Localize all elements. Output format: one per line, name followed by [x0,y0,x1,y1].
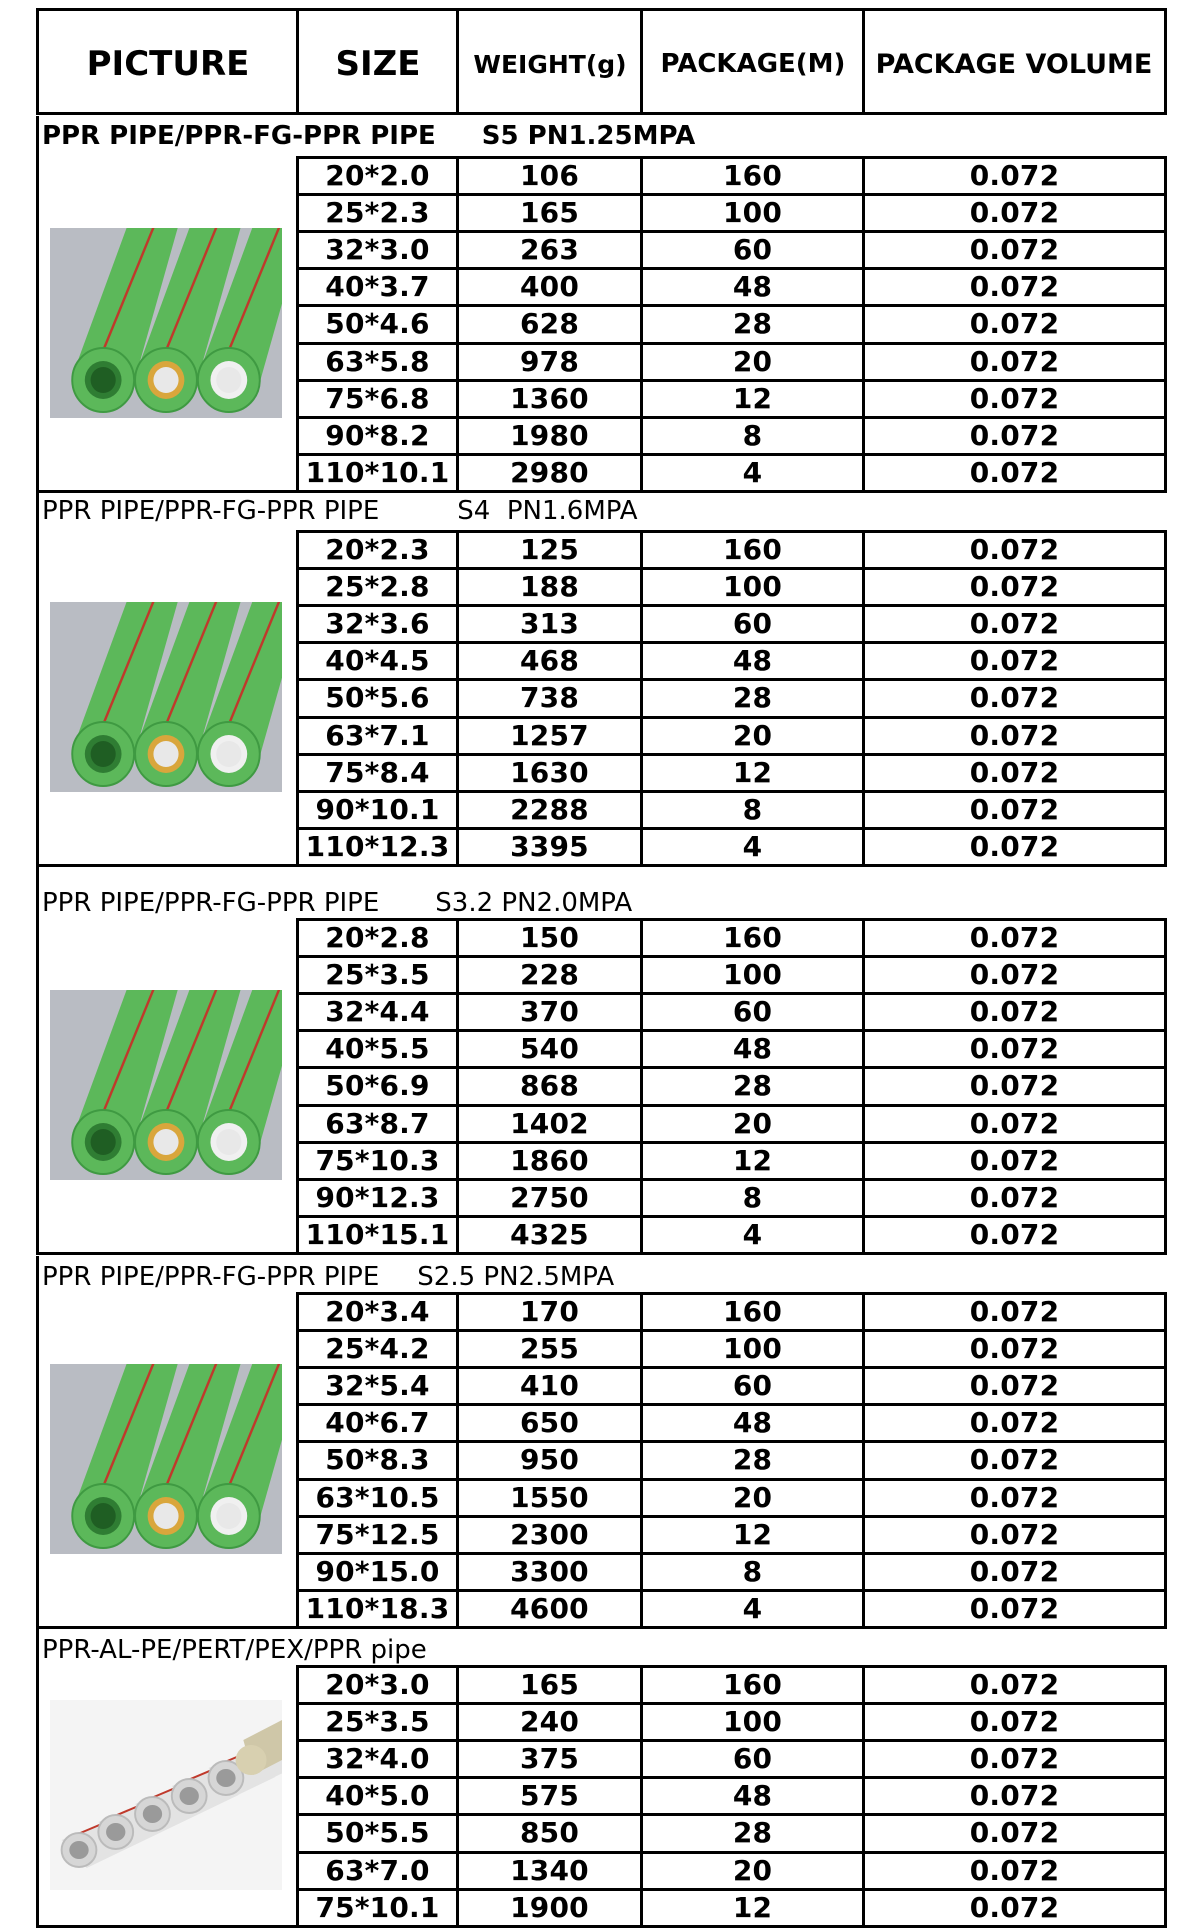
weight-cell: 2300 [510,1517,589,1551]
package-volume-cell: 0.072 [969,1779,1060,1813]
package-volume-cell: 0.072 [969,958,1060,992]
table-border-right [1164,530,1167,866]
table-border-left [36,1256,39,1628]
size-cell: 110*12.3 [305,829,450,863]
package-volume-cell: 0.072 [969,921,1060,955]
package-length-cell: 20 [732,718,773,752]
package-volume-cell: 0.072 [969,1069,1060,1103]
section-title [42,1256,614,1292]
size-cell: 25*2.3 [325,196,430,230]
weight-cell: 1900 [510,1890,589,1924]
weight-cell: 3300 [510,1554,589,1588]
size-cell: 40*6.7 [325,1406,430,1440]
size-cell: 63*7.0 [325,1853,430,1887]
package-volume-cell: 0.072 [969,344,1060,378]
package-length-cell: 4 [742,1591,763,1625]
package-length-cell: 12 [732,1517,773,1551]
package-volume-cell: 0.072 [969,644,1060,678]
package-volume-cell: 0.072 [969,159,1060,193]
size-cell: 110*15.1 [305,1217,450,1251]
package-length-cell: 12 [732,381,773,415]
weight-cell: 2750 [510,1180,589,1214]
package-length-cell: 28 [732,1443,773,1477]
size-cell: 75*8.4 [325,755,430,789]
weight-cell: 255 [519,1332,580,1366]
package-length-cell: 28 [732,681,773,715]
package-volume-cell: 0.072 [969,995,1060,1029]
header-column-divider [36,8,39,115]
size-cell: 63*10.5 [315,1480,440,1514]
table-border-right [1164,1292,1167,1628]
weight-cell: 370 [519,995,580,1029]
package-length-cell: 160 [722,159,783,193]
section-bottom-border [36,1252,1167,1255]
package-length-cell: 60 [732,995,773,1029]
package-length-cell: 28 [732,1816,773,1850]
table-border-left [36,116,39,492]
weight-cell: 1257 [510,718,589,752]
table-border-left [36,866,39,1254]
package-length-cell: 12 [732,1890,773,1924]
size-cell: 90*15.0 [315,1554,440,1588]
package-length-cell: 100 [722,1705,783,1739]
package-length-cell: 8 [742,1554,763,1588]
package-length-cell: 48 [732,1032,773,1066]
header-divider [36,112,1167,115]
header-package-volume: PACKAGE VOLUME [875,48,1153,80]
package-volume-cell: 0.072 [969,607,1060,641]
header-column-divider [456,8,459,115]
weight-cell: 1360 [510,381,589,415]
package-volume-cell: 0.072 [969,1443,1060,1477]
green-ppr-pipes-image [50,1364,282,1554]
package-length-cell: 160 [722,1668,783,1702]
package-length-cell: 8 [742,1180,763,1214]
package-volume-cell: 0.072 [969,1295,1060,1329]
package-volume-cell: 0.072 [969,829,1060,863]
size-cell: 75*10.1 [315,1890,440,1924]
package-volume-cell: 0.072 [969,1668,1060,1702]
package-volume-cell: 0.072 [969,1816,1060,1850]
size-cell: 32*4.4 [325,995,430,1029]
size-cell: 75*6.8 [325,381,430,415]
weight-cell: 4600 [510,1591,589,1625]
package-length-cell: 20 [732,1853,773,1887]
section-title [42,866,632,918]
weight-cell: 106 [519,159,580,193]
size-cell: 32*3.0 [325,233,430,267]
package-volume-cell: 0.072 [969,1705,1060,1739]
weight-cell: 1402 [510,1106,589,1140]
weight-cell: 375 [519,1742,580,1776]
size-cell: 25*2.8 [325,570,430,604]
size-cell: 20*3.0 [325,1668,430,1702]
table-border-left [36,1627,39,1927]
weight-cell: 575 [519,1779,580,1813]
package-length-cell: 4 [742,455,763,489]
header-column-divider [640,8,643,115]
package-volume-cell: 0.072 [969,1853,1060,1887]
weight-cell: 1550 [510,1480,589,1514]
package-volume-cell: 0.072 [969,681,1060,715]
size-cell: 50*5.6 [325,681,430,715]
weight-cell: 868 [519,1069,580,1103]
package-volume-cell: 0.072 [969,533,1060,567]
weight-cell: 950 [519,1443,580,1477]
section-title [42,492,638,530]
header-weight: WEIGHT(g) [473,49,627,79]
size-cell: 40*4.5 [325,644,430,678]
header-column-divider [296,8,299,115]
size-cell: 32*5.4 [325,1369,430,1403]
header-size: SIZE [335,44,421,84]
header-column-divider [862,8,865,115]
package-length-cell: 48 [732,270,773,304]
size-cell: 40*5.0 [325,1779,430,1813]
package-volume-cell: 0.072 [969,1517,1060,1551]
green-ppr-pipes-image [50,602,282,792]
package-length-cell: 28 [732,307,773,341]
weight-cell: 263 [519,233,580,267]
package-length-cell: 4 [742,1217,763,1251]
section-title [42,1627,427,1665]
package-length-cell: 28 [732,1069,773,1103]
weight-cell: 188 [519,570,580,604]
size-cell: 40*5.5 [325,1032,430,1066]
size-cell: 50*8.3 [325,1443,430,1477]
weight-cell: 1860 [510,1143,589,1177]
package-length-cell: 12 [732,755,773,789]
package-volume-cell: 0.072 [969,755,1060,789]
header-picture: PICTURE [86,44,250,84]
green-ppr-pipes-image [50,990,282,1180]
weight-cell: 468 [519,644,580,678]
package-volume-cell: 0.072 [969,1369,1060,1403]
header-package: PACKAGE(M) [660,49,846,79]
size-cell: 63*7.1 [325,718,430,752]
package-length-cell: 100 [722,958,783,992]
weight-cell: 1630 [510,755,589,789]
weight-cell: 1980 [510,418,589,452]
table-border-bottom [36,1925,1167,1928]
package-volume-cell: 0.072 [969,196,1060,230]
package-volume-cell: 0.072 [969,270,1060,304]
table-border-right [1164,918,1167,1254]
package-volume-cell: 0.072 [969,1143,1060,1177]
weight-cell: 628 [519,307,580,341]
weight-cell: 150 [519,921,580,955]
weight-cell: 165 [519,1668,580,1702]
package-length-cell: 48 [732,1406,773,1440]
package-length-cell: 100 [722,1332,783,1366]
size-cell: 25*3.5 [325,958,430,992]
package-volume-cell: 0.072 [969,1554,1060,1588]
weight-cell: 978 [519,344,580,378]
green-ppr-pipes-image [50,228,282,418]
package-volume-cell: 0.072 [969,1106,1060,1140]
weight-cell: 4325 [510,1217,589,1251]
size-cell: 75*12.5 [315,1517,440,1551]
package-volume-cell: 0.072 [969,792,1060,826]
size-cell: 25*3.5 [325,1705,430,1739]
section-pressure-spec: S3.2 PN2.0MPA [435,888,633,918]
section-pressure-spec: S4 PN1.6MPA [457,496,638,526]
package-volume-cell: 0.072 [969,455,1060,489]
weight-cell: 165 [519,196,580,230]
size-cell: 90*12.3 [315,1180,440,1214]
package-length-cell: 60 [732,1742,773,1776]
weight-cell: 650 [519,1406,580,1440]
package-length-cell: 100 [722,570,783,604]
section-product-name: PPR PIPE/PPR-FG-PPR PIPE [42,121,436,151]
weight-cell: 400 [519,270,580,304]
size-cell: 50*6.9 [325,1069,430,1103]
size-cell: 50*4.6 [325,307,430,341]
weight-cell: 170 [519,1295,580,1329]
size-cell: 110*10.1 [305,455,450,489]
section-title [42,116,695,156]
size-cell: 110*18.3 [305,1591,450,1625]
size-cell: 32*3.6 [325,607,430,641]
weight-cell: 540 [519,1032,580,1066]
package-volume-cell: 0.072 [969,718,1060,752]
size-cell: 20*2.8 [325,921,430,955]
size-cell: 32*4.0 [325,1742,430,1776]
package-volume-cell: 0.072 [969,570,1060,604]
table-border-right [1164,156,1167,492]
package-volume-cell: 0.072 [969,1032,1060,1066]
size-cell: 90*8.2 [325,418,430,452]
package-length-cell: 20 [732,1480,773,1514]
weight-cell: 738 [519,681,580,715]
package-length-cell: 60 [732,233,773,267]
package-length-cell: 160 [722,1295,783,1329]
size-cell: 90*10.1 [315,792,440,826]
weight-cell: 240 [519,1705,580,1739]
package-length-cell: 48 [732,644,773,678]
size-cell: 75*10.3 [315,1143,440,1177]
section-pressure-spec: S5 PN1.25MPA [481,121,696,151]
weight-cell: 313 [519,607,580,641]
section-product-name: PPR PIPE/PPR-FG-PPR PIPE [42,888,380,918]
package-volume-cell: 0.072 [969,1742,1060,1776]
package-length-cell: 8 [742,792,763,826]
package-volume-cell: 0.072 [969,1217,1060,1251]
size-cell: 20*2.0 [325,159,430,193]
package-volume-cell: 0.072 [969,1591,1060,1625]
package-volume-cell: 0.072 [969,233,1060,267]
package-volume-cell: 0.072 [969,307,1060,341]
weight-cell: 850 [519,1816,580,1850]
size-cell: 63*5.8 [325,344,430,378]
package-length-cell: 8 [742,418,763,452]
weight-cell: 410 [519,1369,580,1403]
weight-cell: 228 [519,958,580,992]
weight-cell: 2980 [510,455,589,489]
section-product-name: PPR PIPE/PPR-FG-PPR PIPE [42,1262,380,1292]
table-border-left [36,492,39,866]
package-volume-cell: 0.072 [969,1406,1060,1440]
weight-cell: 3395 [510,829,589,863]
size-cell: 50*5.5 [325,1816,430,1850]
package-length-cell: 160 [722,533,783,567]
section-product-name: PPR PIPE/PPR-FG-PPR PIPE [42,496,380,526]
package-volume-cell: 0.072 [969,1180,1060,1214]
package-volume-cell: 0.072 [969,418,1060,452]
package-length-cell: 4 [742,829,763,863]
package-volume-cell: 0.072 [969,1480,1060,1514]
table-border-top [36,8,1167,11]
package-volume-cell: 0.072 [969,1890,1060,1924]
section-pressure-spec: S2.5 PN2.5MPA [417,1262,615,1292]
section-product-name: PPR-AL-PE/PERT/PEX/PPR pipe [42,1635,427,1665]
package-length-cell: 100 [722,196,783,230]
package-volume-cell: 0.072 [969,1332,1060,1366]
package-length-cell: 60 [732,1369,773,1403]
weight-cell: 125 [519,533,580,567]
size-cell: 63*8.7 [325,1106,430,1140]
size-cell: 25*4.2 [325,1332,430,1366]
package-length-cell: 48 [732,1779,773,1813]
size-cell: 20*2.3 [325,533,430,567]
package-length-cell: 20 [732,1106,773,1140]
package-length-cell: 20 [732,344,773,378]
package-length-cell: 160 [722,921,783,955]
package-length-cell: 12 [732,1143,773,1177]
weight-cell: 2288 [510,792,589,826]
package-length-cell: 60 [732,607,773,641]
weight-cell: 1340 [510,1853,589,1887]
size-cell: 40*3.7 [325,270,430,304]
white-composite-pipes-image [50,1700,282,1890]
package-volume-cell: 0.072 [969,381,1060,415]
size-cell: 20*3.4 [325,1295,430,1329]
header-column-divider [1164,8,1167,115]
